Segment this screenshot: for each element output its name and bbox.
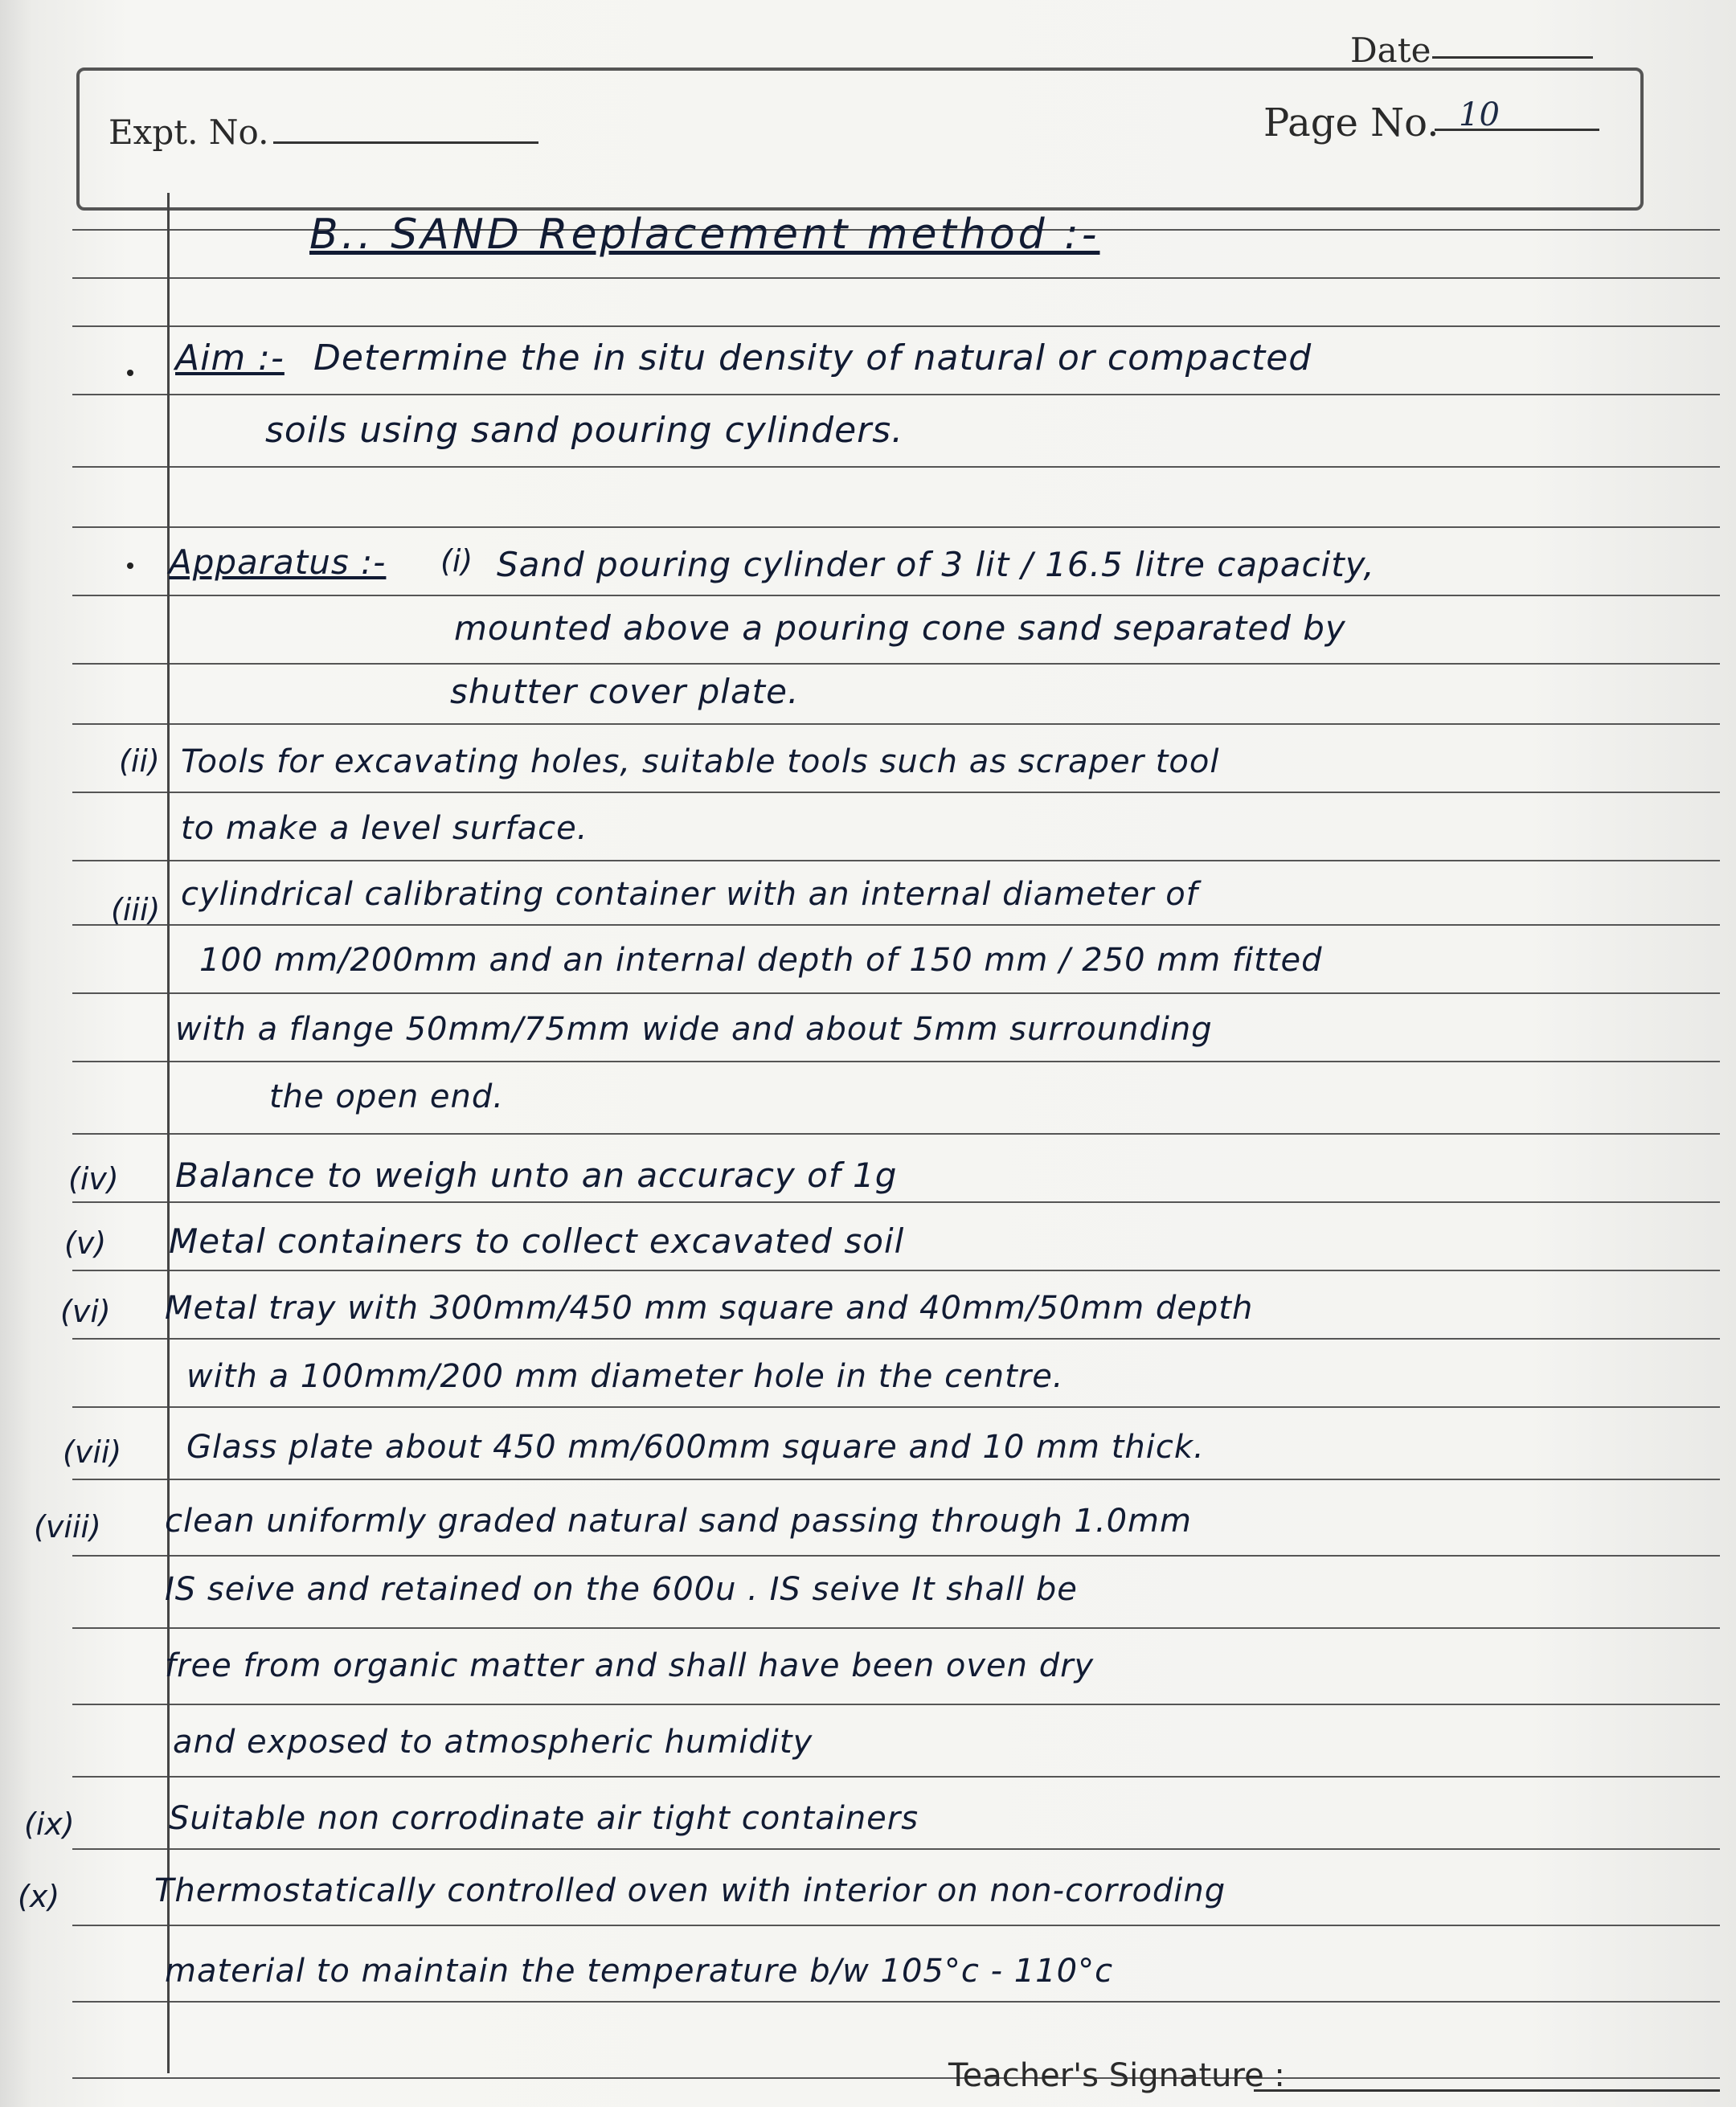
item-number: (v) [64,1225,107,1261]
item-line: the open end. [269,1078,504,1115]
item-line: shutter cover plate. [450,672,800,711]
item-line: Metal containers to collect excavated soil [169,1221,905,1261]
item-number: (viii) [34,1509,101,1544]
ruled-line [72,1555,1720,1557]
teacher-signature-label: Teacher's Signature : [948,2057,1285,2094]
item-number: (vi) [60,1294,111,1329]
ruled-line [72,1925,1720,1926]
ruled-line [72,792,1720,793]
ruled-line [72,1270,1720,1271]
ruled-line [72,992,1720,994]
item-line: 100 mm/200mm and an internal depth of 150 mm / 250 mm fitted [199,942,1323,979]
item-number: (ii) [119,743,160,779]
item-line: Thermostatically controlled oven with interior on non-corroding [154,1872,1226,1909]
ruled-line [72,595,1720,596]
ruled-line [72,1201,1720,1203]
ruled-line [72,860,1720,861]
page-no-label: Page No. [1263,100,1439,145]
aim-label: Aim :- [175,338,285,378]
ruled-line [72,526,1720,528]
aim-line-1: Determine the in situ density of natural or compacted [313,338,1312,378]
ruled-line [72,924,1720,926]
item-number: (iii) [111,892,161,927]
item-number: (iv) [68,1161,119,1197]
ruled-line [72,325,1720,327]
item-line: with a 100mm/200 mm diameter hole in the centre. [186,1358,1064,1395]
item-line: Glass plate about 450 mm/600mm square and 10 mm thick. [186,1429,1205,1466]
date-label: Date [1350,31,1431,70]
item-line: Suitable non corrodinate air tight containers [169,1800,919,1837]
ruled-line [72,1776,1720,1778]
teacher-signature-line [1254,2089,1720,2092]
item-line: with a flange 50mm/75mm wide and about 5mm surrounding [175,1011,1213,1048]
page-no-value: 10 [1459,96,1500,133]
aim-line-2: soils using sand pouring cylinders. [265,410,904,451]
ruled-line [72,1627,1720,1629]
item-line: IS seive and retained on the 600u . IS seive It shall be [165,1571,1078,1608]
ruled-line [72,723,1720,725]
item-line: and exposed to atmospheric humidity [173,1724,813,1761]
ruled-line [72,1061,1720,1062]
item-line: Metal tray with 300mm/450 mm square and 40mm/50mm depth [165,1290,1254,1327]
ruled-line [72,277,1720,279]
item-number: (vii) [63,1434,122,1470]
item-line: Sand pouring cylinder of 3 lit / 16.5 litre capacity, [497,545,1375,584]
ruled-line [72,1133,1720,1135]
ruled-line [72,2077,1720,2079]
item-line: clean uniformly graded natural sand passing through 1.0mm [165,1503,1192,1540]
page-title: B.. SAND Replacement method :- [309,211,1100,259]
ruled-line [72,1704,1720,1705]
item-line: material to maintain the temperature b/w 105°c - 110°c [165,1953,1114,1990]
item-number: (x) [18,1879,60,1914]
ruled-line [72,1338,1720,1340]
ruled-line [72,1406,1720,1408]
margin-line [167,193,170,2073]
item-line: mounted above a pouring cone sand separated by [454,608,1346,648]
apparatus-label: Apparatus :- [169,542,387,582]
item-line: Tools for excavating holes, suitable tools such as scraper tool [181,743,1220,780]
item-line: free from organic matter and shall have been oven dry [165,1647,1095,1684]
ruled-line [72,1479,1720,1480]
item-line: cylindrical calibrating container with an internal diameter of [181,876,1198,913]
item-line: to make a level surface. [181,810,588,847]
item-number: (ix) [24,1806,75,1842]
item-number: (i) [440,543,473,579]
ruled-line [72,2001,1720,2003]
ruled-line [72,663,1720,665]
expt-no-line [273,141,538,144]
aim-bullet [127,370,133,376]
ruled-line [72,1848,1720,1850]
apparatus-bullet [127,563,133,569]
item-line: Balance to weigh unto an accuracy of 1g [175,1156,898,1195]
ruled-line [72,394,1720,395]
date-field-line [1432,56,1593,59]
expt-no-label: Expt. No. [108,113,269,152]
ruled-line [72,466,1720,468]
